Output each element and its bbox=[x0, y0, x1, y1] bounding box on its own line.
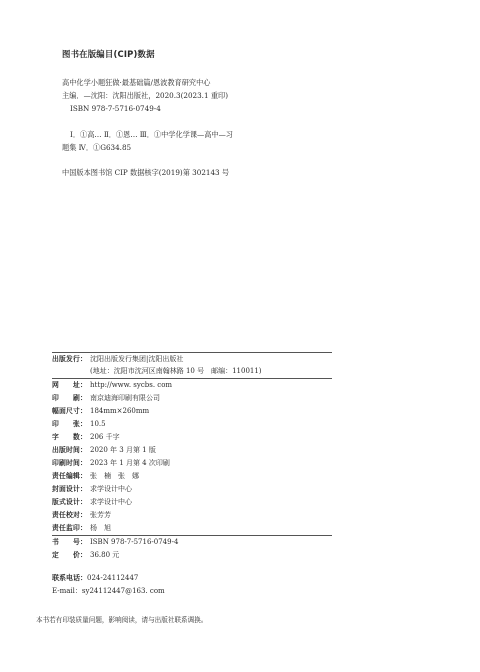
detail-value: 求学设计中心 bbox=[90, 498, 132, 506]
isbn-label: 书 号： bbox=[52, 538, 87, 546]
cip-line-isbn: ISBN 978-7-5716-0749-4 bbox=[70, 104, 161, 113]
isbn-row bbox=[52, 538, 178, 547]
phone-value: 024-24112447 bbox=[87, 574, 139, 582]
detail-value: 南京迪海印刷有限公司 bbox=[90, 394, 160, 402]
detail-value: 2020 年 3 月第 1 版 bbox=[90, 446, 156, 454]
detail-value: 206 千字 bbox=[90, 433, 120, 441]
detail-row bbox=[52, 433, 120, 442]
detail-row bbox=[52, 407, 149, 416]
detail-label: 印 张： bbox=[52, 420, 87, 428]
detail-row bbox=[52, 381, 172, 390]
isbn-value: ISBN 978-7-5716-0749-4 bbox=[90, 538, 179, 546]
detail-row bbox=[52, 485, 132, 494]
price-value: 36.80 元 bbox=[90, 551, 120, 559]
detail-label: 网 址： bbox=[52, 381, 87, 389]
publisher-name: 沈阳出版发行集团|沈阳出版社 bbox=[90, 355, 184, 363]
cip-line-classification-cont: 题集 Ⅳ．①G634.85 bbox=[62, 143, 132, 152]
publisher-label: 出版发行： bbox=[52, 355, 87, 363]
detail-row bbox=[52, 459, 170, 468]
detail-row bbox=[52, 472, 139, 481]
detail-label: 字 数： bbox=[52, 433, 87, 441]
price-label: 定 价： bbox=[52, 551, 87, 559]
cip-title: 图书在版编目(CIP)数据 bbox=[62, 49, 155, 59]
detail-value: 10.5 bbox=[90, 420, 106, 428]
cip-line-title: 高中化学小题狂做·最基础篇/恩波教育研究中心 bbox=[62, 78, 211, 87]
detail-label: 印 刷： bbox=[52, 394, 87, 402]
detail-value: http://www. sycbs. com bbox=[90, 381, 173, 389]
cip-line-editor: 主编．—沈阳：沈阳出版社，2020.3(2023.1 重印) bbox=[62, 91, 229, 100]
price-row bbox=[52, 551, 119, 560]
phone-label: 联系电话： bbox=[52, 574, 87, 582]
detail-value: 184mm×260mm bbox=[90, 407, 150, 415]
cip-line-classification: Ⅰ．①高… Ⅱ．①恩… Ⅲ．①中学化学课—高中—习 bbox=[70, 130, 233, 139]
detail-row bbox=[52, 394, 160, 403]
top-rule bbox=[52, 352, 332, 353]
detail-value: 张 楠 张 娜 bbox=[90, 472, 139, 480]
cip-line-record-number: 中国版本图书馆 CIP 数据核字(2019)第 302143 号 bbox=[62, 168, 230, 177]
publisher-row bbox=[52, 355, 183, 364]
detail-label: 幅面尺寸： bbox=[52, 407, 87, 415]
detail-row bbox=[52, 524, 111, 533]
detail-label: 版式设计： bbox=[52, 498, 87, 506]
footnote: 本书若有印装质量问题，影响阅读，请与出版社联系调换。 bbox=[36, 616, 208, 624]
detail-label: 责任编辑： bbox=[52, 472, 87, 480]
contact-email bbox=[52, 586, 165, 596]
detail-row bbox=[52, 498, 132, 507]
detail-label: 出版时间： bbox=[52, 446, 87, 454]
detail-row bbox=[52, 511, 111, 520]
detail-value: 张芳芳 bbox=[90, 511, 111, 519]
rule-after-publisher bbox=[52, 378, 332, 379]
detail-row bbox=[52, 446, 156, 455]
detail-value: 2023 年 1 月第 4 次印刷 bbox=[90, 459, 170, 467]
email-label: E-mail： bbox=[52, 587, 82, 595]
detail-label: 责任校对： bbox=[52, 511, 87, 519]
detail-label: 印刷时间： bbox=[52, 459, 87, 467]
detail-value: 求学设计中心 bbox=[90, 485, 132, 493]
rule-before-isbn bbox=[52, 535, 332, 536]
detail-label: 责任监印： bbox=[52, 524, 87, 532]
publisher-address: (地址：沈阳市沈河区南翰林路 10 号 邮编：110011) bbox=[90, 367, 262, 375]
contact-phone bbox=[52, 573, 138, 583]
email-value: sy24112447@163. com bbox=[81, 587, 165, 595]
detail-row bbox=[52, 420, 106, 429]
detail-value: 杨 旭 bbox=[90, 524, 111, 532]
detail-label: 封面设计： bbox=[52, 485, 87, 493]
